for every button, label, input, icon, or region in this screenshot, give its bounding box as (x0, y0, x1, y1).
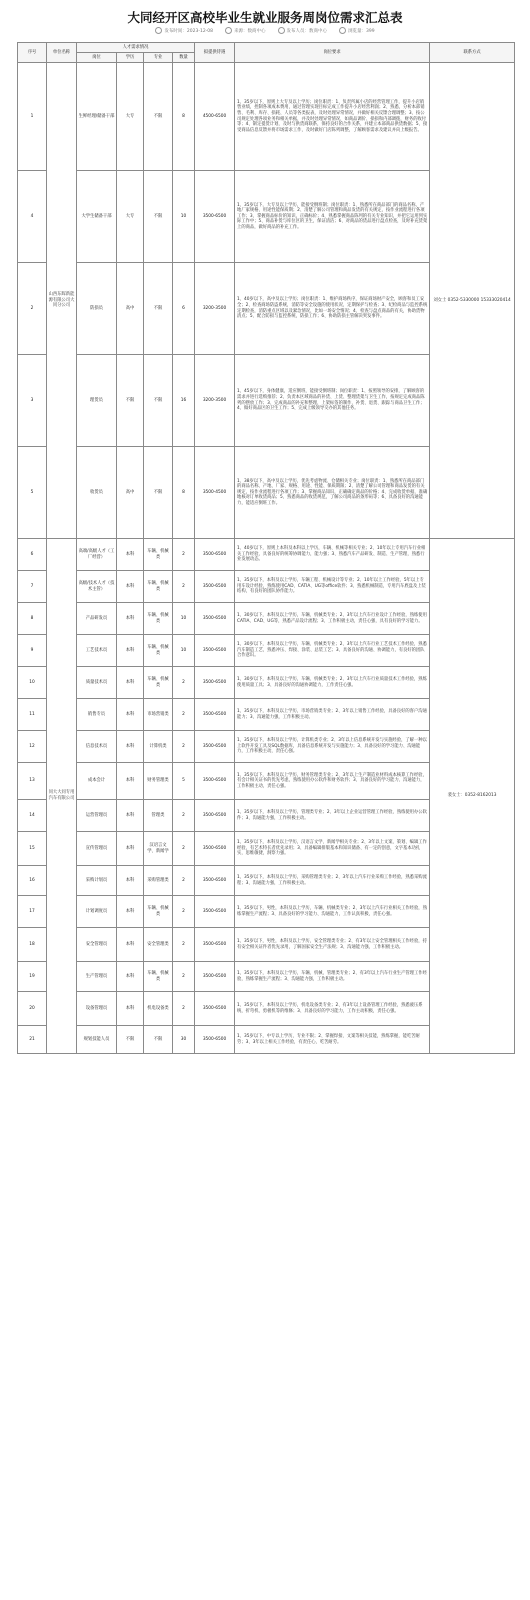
cell-seq: 16 (18, 866, 47, 896)
cell-major: 财务管理类 (144, 763, 173, 800)
cell-education: 本科 (117, 699, 144, 731)
cell-seq: 20 (18, 992, 47, 1026)
cell-major: 不限 (144, 263, 173, 355)
cell-salary: 3500-6500 (195, 962, 235, 992)
cell-contact: 裴女士：0352-8162013 (430, 539, 515, 1054)
cell-education: 本科 (117, 800, 144, 832)
cell-requirement: 1、35岁以下，本科及以上学历，采购管理类专业；2、3年以上汽车行业采购工作经验，熟悉采购流程；3、沟通能力强，工作积极主动。 (235, 866, 430, 896)
cell-requirement: 1、40岁以下，原则上本科及本科以上学历，车辆、机械等相关专业；2、10年以上专用汽车行业相关工作经验，具备良好的统筹协调能力，能力强；3、熟悉汽车产品研发、制造、生产管理，熟悉行业发展动态。 (235, 539, 430, 571)
cell-requirement: 1、35岁以下，本科及以上学历，管理类专业；2、3年以上企业运营管理工作经验，熟练使用办公软件；3、沟通能力强，工作积极主动。 (235, 800, 430, 832)
cell-count: 2 (173, 962, 195, 992)
cell-position: 大学生储备干部 (77, 171, 117, 263)
cell-requirement: 1、35岁以下，原则上大专及以上学历；岗位职责：1、负责所属小店的经营管理工作，提升小店销售业绩，控制各项成本费用，通过管理实现目标完成工作提升小店经营利润；2、熟悉，分析本部销售、毛利、库存、损耗、人员等各类报表，及时处理异常情况，并做好相关反馈合理调整；3、按公司规定处理各项业务和相关单据，并及时处理异常情况，如商品调价、损损和内部调拨，财务的收付等；4、制定提货计划，及时与供货商联系，保持良好的合作关系，并建立本部商品供货数据；5、接受商品信息反馈并将市场需求工作，及时做好门店陈列调整，了解顾客需求及建议并向上级报告。 (235, 63, 430, 171)
cell-major: 车辆、机械类 (144, 603, 173, 635)
cell-position: 高端/高级人才（工厂经营） (77, 539, 117, 571)
cell-position: 信息技术员 (77, 731, 117, 763)
cell-salary: 3500-6500 (195, 1026, 235, 1054)
cell-education: 本科 (117, 896, 144, 928)
cell-position: 设备管理员 (77, 992, 117, 1026)
cell-salary: 3200-3500 (195, 263, 235, 355)
cell-major: 不限 (144, 355, 173, 447)
cell-requirement: 1、38岁以下，高中及以上学历，优先考虑物流、仓储相关专业；岗位职责：1、熟悉所在商品部门的商品名称、产地、厂家、规格、用途、性能、保质期限；2、清楚了解公司管理和商品发货的有关规定，按作业流程进行各项工作；3、掌握商品知识，正确确定商品的价格；4、完成收货单据，准确地核对订单收货商品；5、熟悉商品的收货规范，了解公司商品的条形码等；6、具备良好的沟通能力，能适应倒班工作。 (235, 447, 430, 539)
cell-contact: 刘女士 0352-5330000 15333020414 (430, 63, 515, 539)
cell-salary: 3500-6500 (195, 571, 235, 603)
cell-requirement: 1、35岁以下，本科及以上学历，车辆工程、机械设计等专业；2、10年以上工作经验，5年以上专用车设计经验，熟练使用CAD、CATIA、UG等office软件；3、熟悉机械制造，专用汽车底盘及上装结构，有良好的团队协作能力。 (235, 571, 430, 603)
cell-seq: 6 (18, 539, 47, 571)
cell-salary: 3500-4500 (195, 447, 235, 539)
cell-education: 本科 (117, 928, 144, 962)
cell-education: 本科 (117, 731, 144, 763)
cell-major: 汉语言文学、新闻学 (144, 832, 173, 866)
cell-position: 运营管理员 (77, 800, 117, 832)
cell-seq: 3 (18, 355, 47, 447)
cell-seq: 9 (18, 635, 47, 667)
cell-seq: 4 (18, 171, 47, 263)
cell-education: 高中 (117, 263, 144, 355)
cell-requirement: 1、35岁以下，中专以上学历，专业不限；2、掌握焊接、文案等相关技能，熟练掌握，能吃苦耐劳；3、3年以上相关工作经验，有责任心，吃苦耐劳。 (235, 1026, 430, 1054)
cell-education: 本科 (117, 962, 144, 992)
cell-education: 本科 (117, 571, 144, 603)
cell-position: 生产管理员 (77, 962, 117, 992)
page-title: 大同经开区高校毕业生就业服务周岗位需求汇总表 (127, 10, 403, 25)
cell-education: 本科 (117, 603, 144, 635)
cell-requirement: 1、35岁以下，本科及以上学历，财务管理类专业；2、3年以上生产制造业材料成本核算工作经验，有会计相关证书的优先考虑，熟练使用办公软件和财务软件；3、具备良好的学习能力、沟通能力，工作积极主动，责任心强。 (235, 763, 430, 800)
cell-major: 车辆、机械类 (144, 571, 173, 603)
cell-major: 车辆、机械类 (144, 667, 173, 699)
cell-seq: 14 (18, 800, 47, 832)
cell-requirement: 1、30岁以下，本科及以上学历，车辆、机械类专业；2、3年以上汽车行业设计工作经验，熟练使用CATIA、CAD、UG等，熟悉产品设计流程；3、工作积极主动，责任心强，具有良好的学习能力。 (235, 603, 430, 635)
cell-major: 不限 (144, 171, 173, 263)
cell-salary: 3500-6500 (195, 171, 235, 263)
cell-seq: 10 (18, 667, 47, 699)
article-meta (0, 27, 530, 34)
cell-seq: 7 (18, 571, 47, 603)
cell-seq: 8 (18, 603, 47, 635)
cell-salary: 3200-3500 (195, 355, 235, 447)
cell-salary: 3500-6500 (195, 896, 235, 928)
cell-education: 高中 (117, 447, 144, 539)
cell-unit: 同大大同专用汽车有限公司 (47, 539, 77, 1054)
cell-major: 机电设备类 (144, 992, 173, 1026)
cell-seq: 11 (18, 699, 47, 731)
cell-count: 16 (173, 355, 195, 447)
cell-position: 宣传管理员 (77, 832, 117, 866)
cell-salary: 3500-6500 (195, 539, 235, 571)
cell-education: 本科 (117, 763, 144, 800)
cell-salary: 3500-6500 (195, 800, 235, 832)
cell-major: 安全管理类 (144, 928, 173, 962)
cell-position: 成本会计 (77, 763, 117, 800)
cell-position: 质量技术员 (77, 667, 117, 699)
cell-count: 5 (173, 763, 195, 800)
cell-requirement: 1、40岁以下，高中及以上学历；岗位职责：1、维护商场秩序，保证商场财产安全，顾客和员工安全；2、检查商场防盗系统，消防等安全设施的使用状况，定期保护与检查；3、纪检商品与监控系统定期检查，消防重点区域以及紧急情况，比如一场安全情况；4、检查与盘点商品的有关，协助货物清点；5、配合防损与监控系统，防损工作；6、协助防损主管解决突发事件。 (235, 263, 430, 355)
cell-unit: 山西东晖新能源有限公司大同分公司 (47, 63, 77, 539)
cell-count: 2 (173, 667, 195, 699)
meta-author: 发布人员：数商中心 (278, 27, 328, 34)
cell-salary: 3500-6500 (195, 866, 235, 896)
cell-position: 计划调度员 (77, 896, 117, 928)
cell-salary: 3500-6500 (195, 635, 235, 667)
cell-count: 6 (173, 263, 195, 355)
cell-position: 高级/技术人才（技术主管） (77, 571, 117, 603)
cell-requirement: 1、35岁以下，本科及以上学历，车辆、机械、管理类专业；2、有3年以上汽车行业生产管理工作经验，熟练掌握生产流程；3、沟通能力强，工作积极主动。 (235, 962, 430, 992)
cell-education: 大专 (117, 171, 144, 263)
cell-count: 2 (173, 539, 195, 571)
cell-count: 8 (173, 447, 195, 539)
cell-education: 本科 (117, 539, 144, 571)
header-seq: 序号 (18, 43, 47, 63)
cell-major: 车辆、机械类 (144, 896, 173, 928)
cell-education: 本科 (117, 992, 144, 1026)
cell-requirement: 1、30岁以下，本科及以上学历，车辆、机械类专业；2、3年以上汽车行业工艺技术工作经验，熟悉汽车制造工艺，熟悉冲压、焊接、涂装、总装工艺；3、具备良好的沟通、协调能力，有良好的团队合作意识。 (235, 635, 430, 667)
cell-seq: 1 (18, 63, 47, 171)
cell-education: 不限 (117, 355, 144, 447)
cell-seq: 5 (18, 447, 47, 539)
cell-count: 2 (173, 832, 195, 866)
cell-salary: 3500-6500 (195, 603, 235, 635)
header-position: 岗位 (77, 53, 117, 63)
cell-salary: 3500-6500 (195, 699, 235, 731)
table-row (18, 63, 515, 171)
cell-count: 2 (173, 992, 195, 1026)
header-salary: 拟提供待遇 (195, 43, 235, 63)
cell-position: 规划技能人员 (77, 1026, 117, 1054)
cell-requirement: 1、30岁以下，本科及以上学历，车辆、机械类专业；2、3年以上汽车行业质量技术工作经验，熟练使用质量工具；3、具备良好的沟通协调能力，工作责任心强。 (235, 667, 430, 699)
cell-major: 不限 (144, 447, 173, 539)
cell-salary: 3500-6500 (195, 763, 235, 800)
eye-icon (339, 27, 346, 34)
header-need-group: 人才需求情况 (77, 43, 195, 53)
header-education: 学历 (117, 53, 144, 63)
cell-salary: 3500-6500 (195, 992, 235, 1026)
cell-requirement: 1、35岁以下，本科及以上学历，机电设备类专业；2、有3年以上设备管理工作经验，熟悉液压系统，折弯机、剪板机等的维修；3、具备良好的学习能力，工作主动积极，责任心强。 (235, 992, 430, 1026)
cell-position: 收货员 (77, 447, 117, 539)
cell-seq: 17 (18, 896, 47, 928)
cell-seq: 12 (18, 731, 47, 763)
meta-source: 来源：数商中心 (225, 27, 266, 34)
cell-major: 车辆、机械类 (144, 635, 173, 667)
cell-count: 30 (173, 1026, 195, 1054)
cell-requirement: 1、35岁以下，本科及以上学历，计算机类专业；2、3年以上信息系统开发与实施经验，了解一种以上软件开发工具及SQL数据库，具备信息系统开发与实施能力；3、具备良好的学习能力、沟通能力，工作积极主动，责任心强。 (235, 731, 430, 763)
header-requirement: 岗位要求 (235, 43, 430, 63)
cell-count: 10 (173, 603, 195, 635)
cell-requirement: 1、35岁以下，男性，本科及以上学历，安全管理类专业；2、有3年以上安全管理相关工作经验，持有安全相关证件者优先录用，了解国家安全生产法规；3、沟通能力强，工作积极主动。 (235, 928, 430, 962)
cell-seq: 13 (18, 763, 47, 800)
cell-salary: 3500-6500 (195, 928, 235, 962)
cell-education: 本科 (117, 832, 144, 866)
header-unit: 单位名称 (47, 43, 77, 63)
cell-count: 2 (173, 896, 195, 928)
header-major: 专业 (144, 53, 173, 63)
table-row (18, 539, 515, 571)
cell-requirement: 1、45岁以下，身体健康，适应倒班，能接受倒班制；岗位职责：1、按照领导的安排，了解顾客的需求并进行选购推荐；2、负责本区域商品的补货、上货、整理货架与卫生工作，按规定完成商品陈列的摆放工作；3、完成商品的补充和整理，上架标签的制作，补货、退货、跟踪与商品卫生工作；4、做好商品区的卫生工作；5、完成上级领导交办的其他任务。 (235, 355, 430, 447)
cell-seq: 2 (18, 263, 47, 355)
cell-seq: 15 (18, 832, 47, 866)
header-contact: 联系方式 (430, 43, 515, 63)
cell-position: 工艺技术员 (77, 635, 117, 667)
cell-education: 不限 (117, 1026, 144, 1054)
cell-seq: 18 (18, 928, 47, 962)
cell-count: 2 (173, 866, 195, 896)
meta-views: 浏览量：399 (339, 27, 375, 34)
cell-education: 大专 (117, 63, 144, 171)
cell-requirement: 1、35岁以下，大专及以上学历，能接受倒班制；岗位职责：1、熟悉所在商品部门的商品名称，产地厂家规格，用途性能保质期；2、清楚了解公司管理和商品发货的有关规定，按作业流程进行各项工作；3、掌握商品标价的知识，正确标价；4、熟悉掌握商品陈列的有关专业知识，并把它运用到实际工作中；5、商品补货与库位区的卫生，保证清洁；6、对商品的货品进行盘点检查，及时补充货架上的商品，做好商品的补充工作。 (235, 171, 430, 263)
cell-position: 理货员 (77, 355, 117, 447)
cell-education: 本科 (117, 866, 144, 896)
cell-count: 8 (173, 63, 195, 171)
cell-salary: 4500-6500 (195, 63, 235, 171)
cell-count: 2 (173, 571, 195, 603)
cell-position: 安全管理员 (77, 928, 117, 962)
cell-education: 本科 (117, 667, 144, 699)
cell-requirement: 1、35岁以下，男性，本科及以上学历，车辆、机械类专业；2、3年以上汽车行业相关工作经验，熟练掌握生产流程；3、具备良好的学习能力、沟通能力，工作认真积极，责任心强。 (235, 896, 430, 928)
cell-count: 2 (173, 731, 195, 763)
job-table (17, 42, 515, 1054)
clock-icon (155, 27, 162, 34)
cell-requirement: 1、35岁以下，本科及以上学历，汉语言文学、新闻学相关专业；2、3年以上文案、策划、编辑工作经验，有艺术特长者优先录用；3、具备编辑排版基本和知识储备、有一定的创意，文字基本功扎实，思维敏捷，洞察力强。 (235, 832, 430, 866)
cell-seq: 21 (18, 1026, 47, 1054)
cell-count: 10 (173, 635, 195, 667)
cell-salary: 3500-6500 (195, 832, 235, 866)
cell-count: 2 (173, 699, 195, 731)
cell-major: 车辆、机械类 (144, 539, 173, 571)
user-icon (278, 27, 285, 34)
cell-count: 2 (173, 928, 195, 962)
cell-requirement: 1、35岁以下，本科及以上学历，市场营销类专业；2、3年以上销售工作经验，具备良好的客户沟通能力；3、沟通能力强，工作积极主动。 (235, 699, 430, 731)
cell-position: 产品研发员 (77, 603, 117, 635)
cell-major: 管理类 (144, 800, 173, 832)
cell-major: 不限 (144, 1026, 173, 1054)
meta-published: 发布时间：2023-12-08 (155, 27, 213, 34)
source-icon (225, 27, 232, 34)
header-count: 数量 (173, 53, 195, 63)
cell-seq: 19 (18, 962, 47, 992)
cell-position: 采购计划员 (77, 866, 117, 896)
cell-count: 2 (173, 800, 195, 832)
cell-major: 市场营销类 (144, 699, 173, 731)
cell-count: 10 (173, 171, 195, 263)
cell-major: 计算机类 (144, 731, 173, 763)
cell-salary: 3500-6500 (195, 667, 235, 699)
cell-major: 采购管理类 (144, 866, 173, 896)
cell-position: 防损员 (77, 263, 117, 355)
cell-position: 生鲜经理/储备干部 (77, 63, 117, 171)
cell-salary: 3500-6500 (195, 731, 235, 763)
table-header-row (18, 43, 515, 53)
cell-position: 销售专员 (77, 699, 117, 731)
cell-education: 本科 (117, 635, 144, 667)
cell-major: 车辆、机械类 (144, 962, 173, 992)
cell-major: 不限 (144, 63, 173, 171)
